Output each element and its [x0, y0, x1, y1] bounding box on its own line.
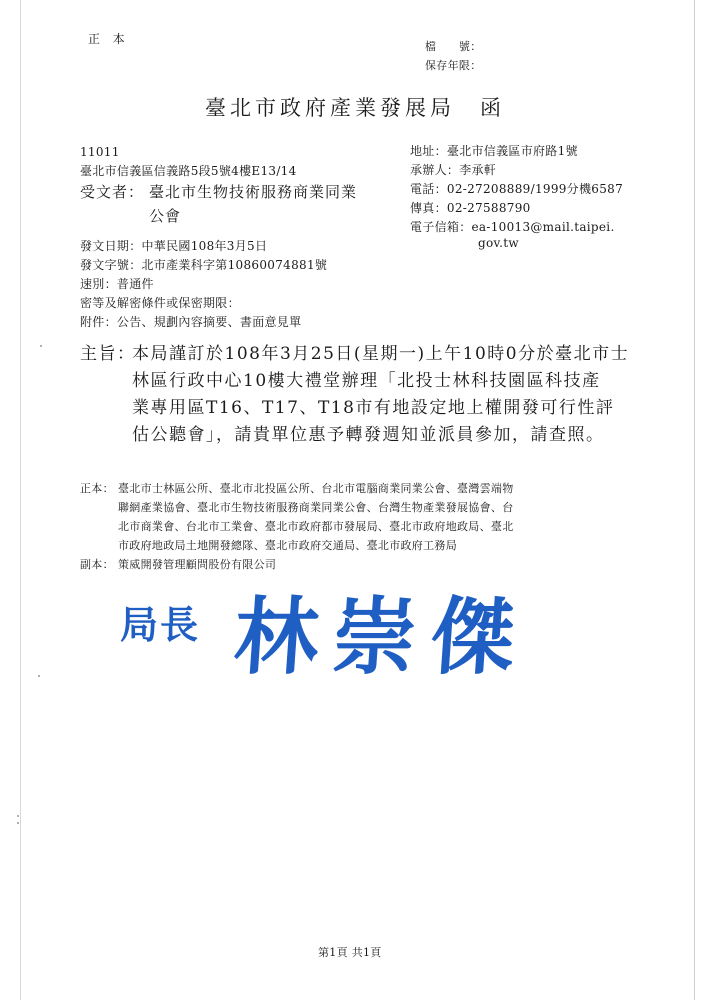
- subject-label: 主旨：: [80, 344, 136, 364]
- recipient-name-line2: 公會: [149, 207, 182, 225]
- main-recipients-line: 聯網產業協會、臺北市生物技術服務商業同業公會、台灣生物產業發展協會、台: [118, 501, 514, 514]
- contact-phone: 電話：02-27208889/1999分機6587: [410, 182, 624, 196]
- subject-line: 林區行政中心10樓大禮堂辦理「北投士林科技園區科技產: [132, 371, 601, 391]
- main-recipients-label: 正本：: [80, 482, 114, 495]
- retention-label: 保存年限：: [425, 59, 482, 72]
- contact-handler: 承辦人：李承軒: [410, 163, 497, 177]
- scan-edge-right: [694, 0, 695, 1000]
- scan-speck: [17, 815, 19, 817]
- document-title: 臺北市政府產業發展局 函: [205, 96, 505, 120]
- main-recipients-line: 臺北市士林區公所、臺北市北投區公所、台北市電腦商業同業公會、臺灣雲端物: [118, 482, 514, 495]
- copy-recipients-line: 策威開發管理顧問股份有限公司: [118, 558, 277, 571]
- scan-speck: [38, 675, 40, 677]
- copy-recipients-label: 副本：: [80, 558, 114, 571]
- subject-line: 本局謹訂於108年3月25日(星期一)上午10時0分於臺北市士: [132, 344, 630, 364]
- main-recipients-line: 北市商業會、台北市工業會、臺北市政府都市發展局、臺北市政府地政局、臺北: [118, 520, 514, 533]
- subject-line: 業專用區T16、T17、T18市有地設定地上權開發可行性評: [132, 398, 615, 418]
- scan-edge-left: [20, 0, 21, 1000]
- issue-date: 發文日期：中華民國108年3月5日: [80, 239, 268, 253]
- sender-address: 臺北市信義區信義路5段5號4樓E13/14: [80, 164, 297, 178]
- page-indicator: 第1頁 共1頁: [318, 946, 382, 959]
- director-title-stamp: 局長: [120, 603, 201, 647]
- contact-email-line1: 電子信箱：ea-10013@mail.taipei.: [410, 220, 615, 234]
- attachments: 附件：公告、規劃內容摘要、書面意見單: [80, 315, 302, 329]
- copy-type-label: 正 本: [88, 32, 125, 46]
- contact-email-line2: gov.tw: [478, 236, 519, 250]
- scan-speck: [17, 822, 19, 824]
- main-recipients-line: 市政府地政局土地開發總隊、臺北市政府交通局、臺北市政府工務局: [118, 539, 457, 552]
- postal-code: 11011: [80, 145, 120, 159]
- document-number: 發文字號：北市產業科字第10860074881號: [80, 258, 328, 272]
- security-level: 密等及解密條件或保密期限：: [80, 296, 240, 310]
- subject-line: 估公聽會」，請貴單位惠予轉發週知並派員參加，請查照。: [132, 425, 605, 445]
- recipient-label: 受文者：: [80, 183, 145, 201]
- director-signature-stamp: 林崇傑: [231, 588, 532, 686]
- file-number-label: 檔 號：: [425, 40, 482, 53]
- contact-address: 地址：臺北市信義區市府路1號: [410, 144, 578, 158]
- recipient-name-line1: 臺北市生物技術服務商業同業: [149, 183, 358, 201]
- scan-speck: [40, 345, 42, 347]
- delivery-speed: 速別：普通件: [80, 277, 154, 291]
- contact-fax: 傳真：02-27588790: [410, 201, 531, 215]
